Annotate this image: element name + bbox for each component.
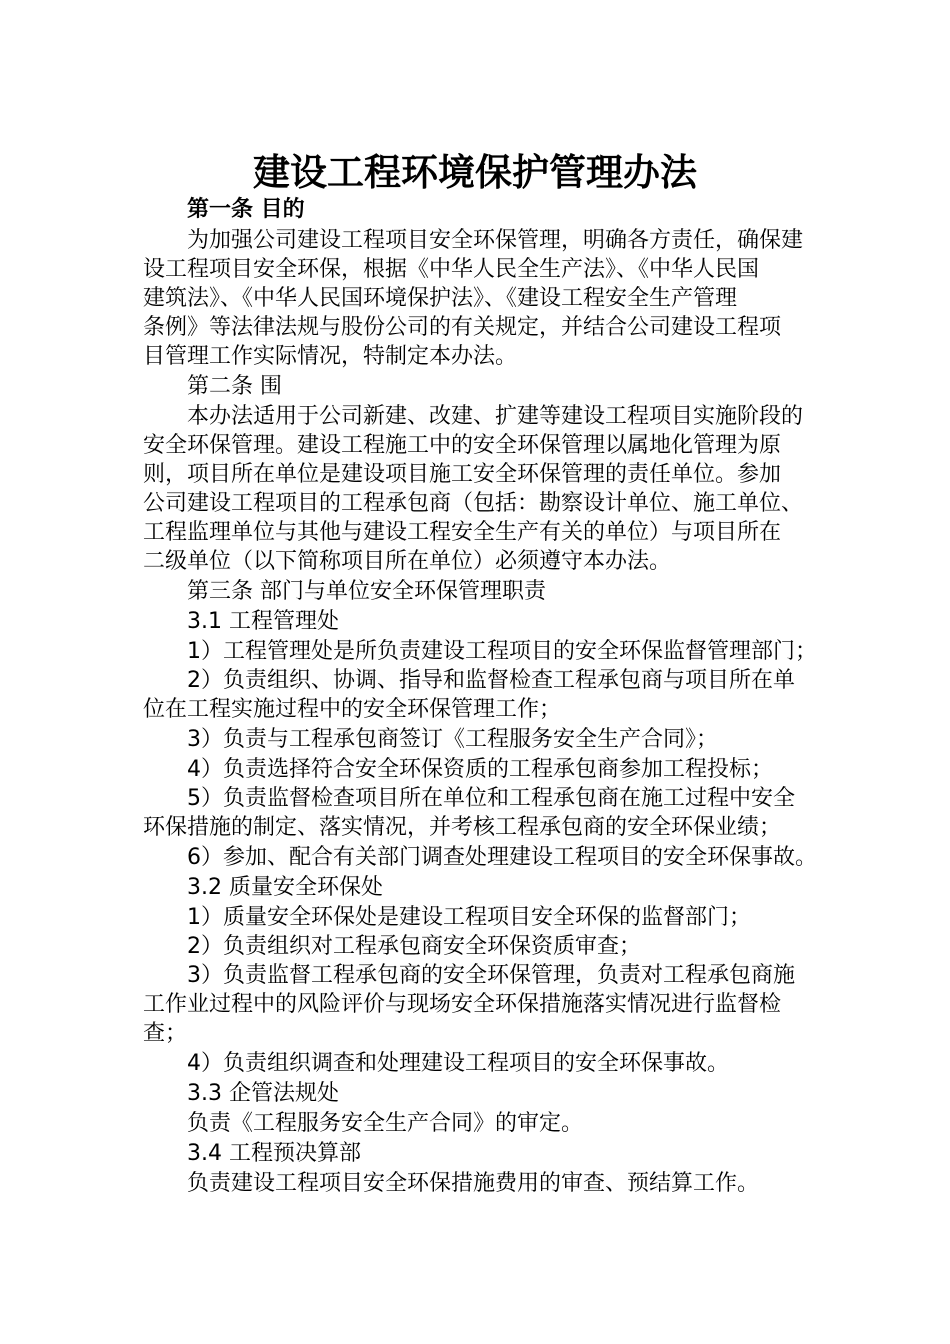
list-item: 5）负责监督检查项目所在单位和工程承包商在施工过程中安全 [187,786,795,811]
paragraph-line: 二级单位（以下简称项目所在单位）必须遵守本办法。 [143,549,672,574]
paragraph-line: 负责建设工程项目安全环保措施费用的审查、预结算工作。 [187,1171,760,1196]
document-title: 建设工程环境保护管理办法 [253,151,697,194]
article-heading: 第一条 目的 [187,197,305,222]
list-item: 3）负责监督工程承包商的安全环保管理，负责对工程承包商施 [187,963,795,988]
list-item: 4）负责选择符合安全环保资质的工程承包商参加工程投标； [187,757,773,782]
paragraph-line: 则，项目所在单位是建设项目施工安全环保管理的责任单位。参加 [143,462,782,487]
article-heading: 第三条 部门与单位安全环保管理职责 [187,579,546,604]
list-item-continuation: 工作业过程中的风险评价与现场安全环保措施落实情况进行监督检 [143,992,782,1017]
paragraph-line: 负责《工程服务安全生产合同》的审定。 [187,1111,584,1136]
paragraph-line: 建筑法》、《中华人民国环境保护法》、《建设工程安全生产管理 [143,286,738,311]
section-heading: 3.2 质量安全环保处 [187,875,383,900]
section-heading: 3.4 工程预决算部 [187,1141,361,1166]
list-item-continuation: 位在工程实施过程中的安全环保管理工作； [143,697,562,722]
section-heading: 3.3 企管法规处 [187,1081,339,1106]
list-item: 1）质量安全环保处是建设工程项目安全环保的监督部门； [187,905,751,930]
paragraph-line: 本办法适用于公司新建、改建、扩建等建设工程项目实施阶段的 [187,404,804,429]
list-item: 3）负责与工程承包商签订《工程服务安全生产合同》； [187,727,718,752]
list-item: 4）负责组织调查和处理建设工程项目的安全环保事故。 [187,1051,729,1076]
paragraph-line: 目管理工作实际情况，特制定本办法。 [143,344,518,369]
article-heading: 第二条 围 [187,374,282,399]
list-item: 2）负责组织、协调、指导和监督检查工程承包商与项目所在单 [187,668,795,693]
paragraph-line: 设工程项目安全环保，根据《中华人民全生产法》、《中华人民国 [143,257,760,282]
paragraph-line: 安全环保管理。建设工程施工中的安全环保管理以属地化管理为原 [143,433,782,458]
paragraph-line: 条例》等法律法规与股份公司的有关规定，并结合公司建设工程项 [143,315,782,340]
paragraph-line: 为加强公司建设工程项目安全环保管理，明确各方责任，确保建 [187,228,804,253]
section-heading: 3.1 工程管理处 [187,609,339,634]
list-item: 2）负责组织对工程承包商安全环保资质审查； [187,934,641,959]
list-item-continuation: 环保措施的制定、落实情况，并考核工程承包商的安全环保业绩； [143,815,782,840]
list-item-continuation: 查； [143,1021,188,1046]
list-item: 6）参加、配合有关部门调查处理建设工程项目的安全环保事故。 [187,845,817,870]
paragraph-line: 公司建设工程项目的工程承包商（包括：勘察设计单位、施工单位、 [143,491,804,516]
paragraph-line: 工程监理单位与其他与建设工程安全生产有关的单位）与项目所在 [143,520,782,545]
list-item: 1）工程管理处是所负责建设工程项目的安全环保监督管理部门； [187,639,817,664]
